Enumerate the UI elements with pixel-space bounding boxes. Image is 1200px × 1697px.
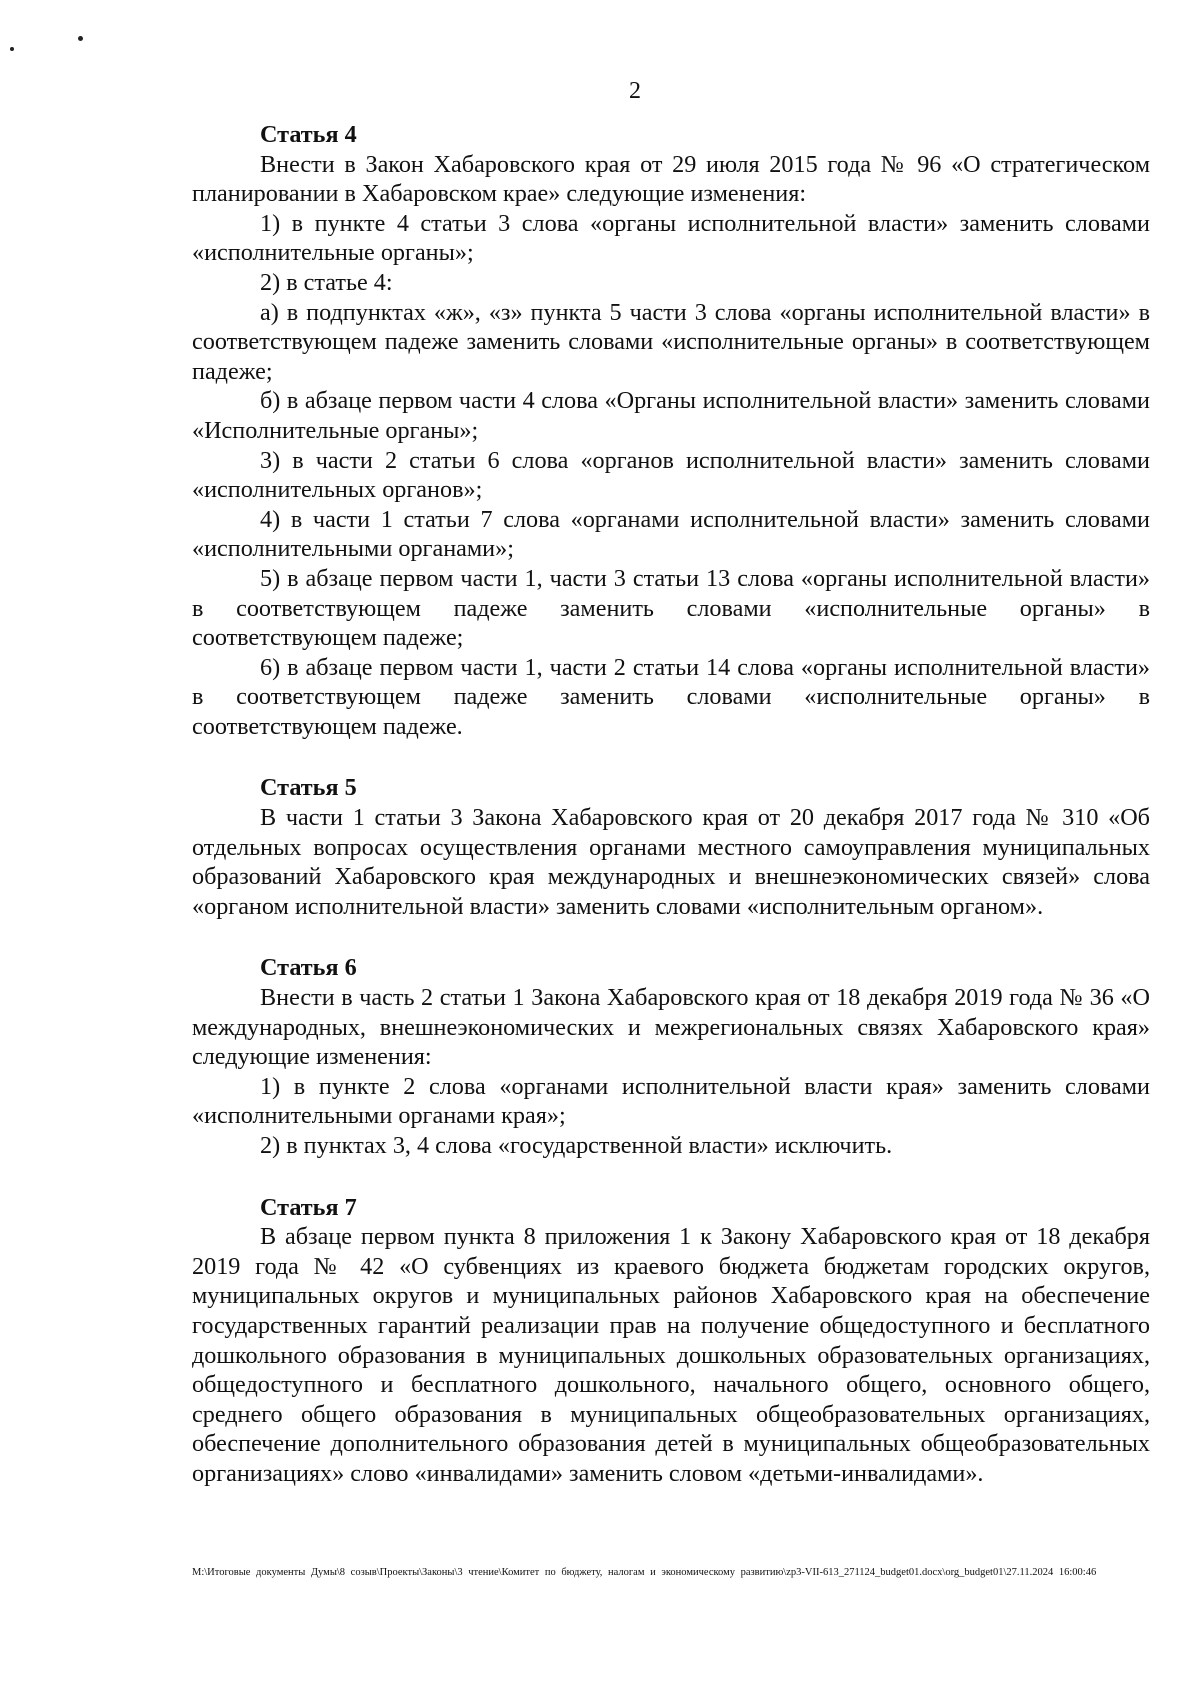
article-section [192, 120, 1150, 741]
article-heading: Статья 4 [260, 121, 357, 148]
paragraph: а) в подпунктах «ж», «з» пункта 5 части 3 слова «органы исполнительной власти» в соответствующем падеже заменить словами «исполнительные органы» в соответствующем падеже; [192, 298, 1150, 385]
document-body [192, 120, 1150, 1489]
scan-speck [78, 36, 83, 41]
paragraph: В абзаце первом пункта 8 приложения 1 к Закону Хабаровского края от 18 декабря 2019 года № 42 «О субвенциях из краевого бюджета бюджетам городских округов, муниципальных округов и муниципальных районов Хабаровского края на обеспечение государственных гарантий реализации прав на получение общедоступного и бесплатного дошкольного образования в муниципальных дошкольных образовательных организациях, общедоступного и бесплатного дошкольного, начального общего, основного общего, среднего общего образования в муниципальных общеобразовательных организациях, обеспечение дополнительного образования детей в муниципальных общеобразовательных организациях» слово «инвалидами» заменить словом «детьми-инвалидами». [192, 1223, 1150, 1487]
paragraph: б) в абзаце первом части 4 слова «Органы исполнительной власти» заменить словами «Исполнительные органы»; [192, 387, 1150, 444]
page-number: 2 [629, 78, 641, 104]
article-heading: Статья 6 [260, 954, 357, 982]
paragraph: 4) в части 1 статьи 7 слова «органами исполнительной власти» заменить словами «исполнительными органами»; [192, 505, 1150, 563]
paragraph: Внести в часть 2 статьи 1 Закона Хабаровского края от 18 декабря 2019 года № 36 «О международных, внешнеэкономических и межрегиональных связях Хабаровского края» следующие изменения: [192, 984, 1150, 1071]
article-heading: Статья 5 [260, 774, 357, 802]
paragraph: 2) в пунктах 3, 4 слова «государственной власти» исключить. [260, 1132, 893, 1159]
article-section [192, 773, 1150, 921]
article-section [192, 1193, 1150, 1489]
article-heading: Статья 7 [260, 1193, 357, 1221]
paragraph: Внести в Закон Хабаровского края от 29 июля 2015 года № 96 «О стратегическом планировании в Хабаровском крае» следующие изменения: [192, 150, 1150, 208]
paragraph: 3) в части 2 статьи 6 слова «органов исполнительной власти» заменить словами «исполнительных органов»; [192, 446, 1150, 504]
paragraph: 6) в абзаце первом части 1, части 2 статьи 14 слова «органы исполнительной власти» в соответствующем падеже заменить словами «исполнительные органы» в соответствующем падеже. [192, 653, 1150, 740]
paragraph: 2) в статье 4: [260, 268, 393, 296]
paragraph: В части 1 статьи 3 Закона Хабаровского края от 20 декабря 2017 года № 310 «Об отдельных вопросах осуществления органами местного самоуправления муниципальных образований Хабаровского края международных и внешнеэкономических связей» слова «органом исполнительной власти» заменить словами «исполнительным органом». [192, 804, 1150, 920]
article-section [192, 953, 1150, 1160]
paragraph: 1) в пункте 2 слова «органами исполнительной власти края» заменить словами «исполнительными органами края»; [192, 1072, 1150, 1130]
paragraph: 1) в пункте 4 статьи 3 слова «органы исполнительной власти» заменить словами «исполнительные органы»; [192, 209, 1150, 267]
paragraph: 5) в абзаце первом части 1, части 3 статьи 13 слова «органы исполнительной власти» в соответствующем падеже заменить словами «исполнительные органы» в соответствующем падеже; [192, 564, 1150, 652]
scan-speck [10, 47, 14, 51]
file-path-footer: M:\Итоговые документы Думы\8 созыв\Проекты\Законы\3 чтение\Комитет по бюджету, налогам и экономическому развитию\zp3-VII-613_271124_budget01.docx\org_budget01\27.11.2024 16:00:46 [192, 1567, 1097, 1578]
